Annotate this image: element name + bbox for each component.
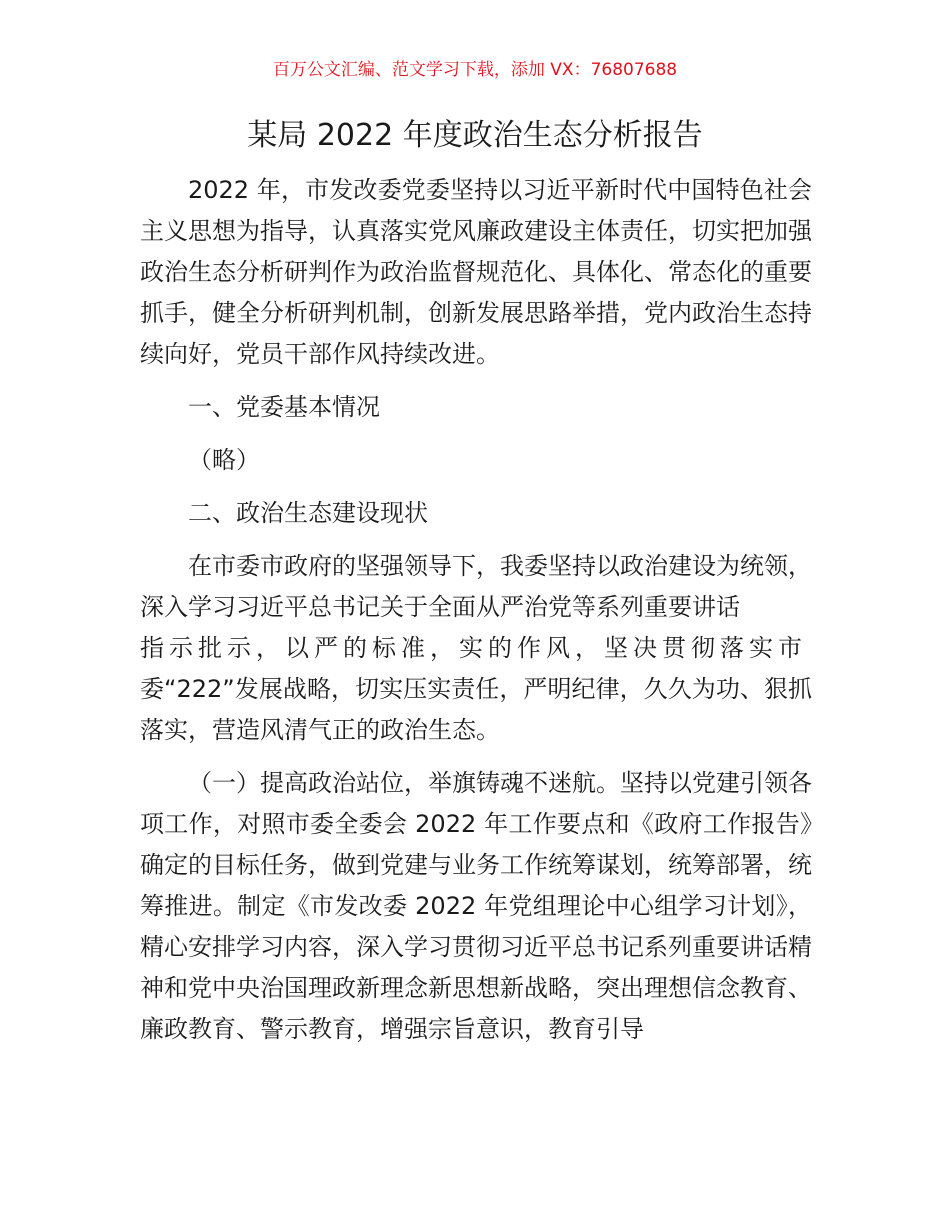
- section-heading-2: 二、政治生态建设现状: [188, 499, 428, 527]
- section-omitted: （略）: [188, 446, 260, 474]
- header-notice: 百万公文汇编、范文学习下载，添加 VX：76807688: [272, 60, 678, 80]
- document-title: 某局 2022 年度政治生态分析报告: [247, 118, 703, 153]
- paragraph-status-part-1: 在市委市政府的坚强领导下，我委坚持以政治建设为统领，深入学习习近平总书记关于全面从严治党等系列重要讲话: [140, 552, 812, 621]
- paragraph-status-part-2: 指示批示，以严的标准，实的作风，坚决贯彻落实市: [140, 634, 807, 662]
- paragraph-status-block: [140, 546, 812, 751]
- document-body: [140, 170, 812, 1050]
- section-heading-1: 一、党委基本情况: [188, 393, 380, 421]
- paragraph-intro: 2022 年，市发改委党委坚持以习近平新时代中国特色社会主义思想为指导，认真落实党风廉政建设主体责任，切实把加强政治生态分析研判作为政治监督规范化、具体化、常态化的重要抓手，健全分析研判机制，创新发展思路举措，党内政治生态持续向好，党员干部作风持续改进。: [140, 176, 812, 368]
- paragraph-subsection-1: （一）提高政治站位，举旗铸魂不迷航。坚持以党建引领各项工作，对照市委全委会 2022 年工作要点和《政府工作报告》确定的目标任务，做到党建与业务工作统筹谋划，统筹部署，统筹推进。制定《市发改委 2022 年党组理论中心组学习计划》，精心安排学习内容，深入学习贯彻习近平总书记系列重要讲话精神和党中央治国理政新理念新思想新战略，突出理想信念教育、廉政教育、警示教育，增强宗旨意识，教育引导: [140, 769, 812, 1043]
- paragraph-status-part-3: 委“222”发展战略，切实压实责任，严明纪律，久久为功、狠抓落实，营造风清气正的政治生态。: [140, 675, 812, 744]
